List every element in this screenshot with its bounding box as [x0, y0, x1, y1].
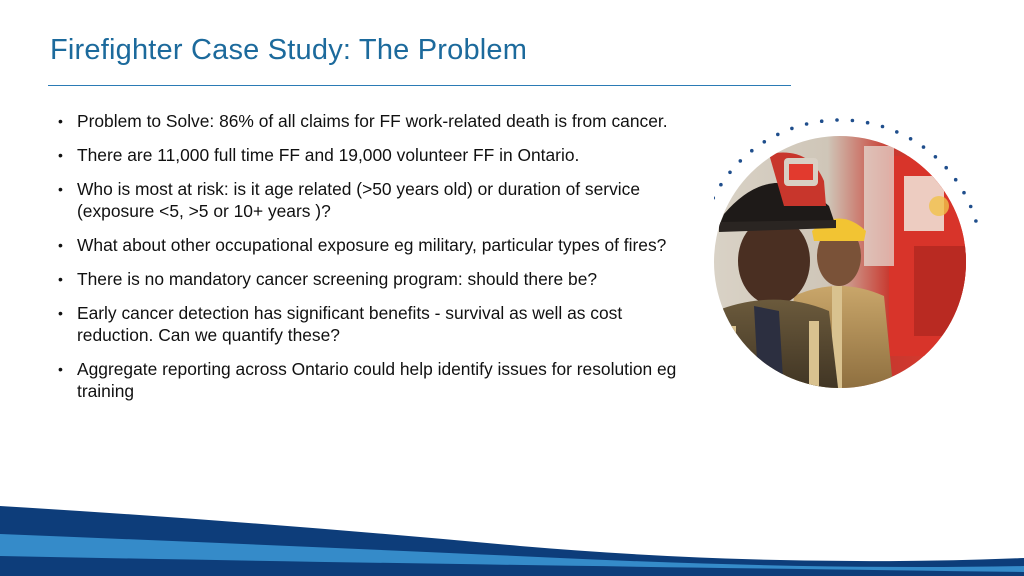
arc-dot — [790, 127, 794, 131]
bullet-text: Early cancer detection has significant benefits - survival as well as cost reduction. Can we quantify these? — [77, 303, 623, 345]
bullet-marker: • — [58, 181, 63, 197]
bullet-text: There is no mandatory cancer screening program: should there be? — [77, 269, 598, 289]
bullet-item — [56, 178, 696, 222]
bullet-text: Who is most at risk: is it age related (>50 years old) or duration of service (exposure <5, >5 or 10+ years )? — [77, 179, 641, 221]
arc-dot — [895, 130, 899, 134]
bullet-item — [56, 302, 696, 346]
bottom-wave-decoration — [0, 486, 1024, 576]
bullet-marker: • — [58, 237, 63, 253]
arc-dot — [851, 119, 855, 123]
arc-dot — [805, 122, 809, 126]
arc-dot — [974, 219, 978, 223]
bullet-text: Aggregate reporting across Ontario could help identify issues for resolution eg training — [77, 359, 677, 401]
bullet-text: Problem to Solve: 86% of all claims for FF work-related death is from cancer. — [77, 111, 668, 131]
bullet-marker: • — [58, 147, 63, 163]
arc-dot — [881, 125, 885, 129]
arc-dot — [866, 121, 870, 125]
slide-title: Firefighter Case Study: The Problem — [50, 34, 528, 66]
bullet-item — [56, 110, 696, 132]
bullet-list — [56, 110, 696, 414]
bullet-marker: • — [58, 305, 63, 321]
bullet-item — [56, 144, 696, 166]
firefighters-photo — [714, 136, 966, 388]
bullet-item — [56, 234, 696, 256]
arc-dot — [835, 118, 839, 122]
bullet-text: There are 11,000 full time FF and 19,000 volunteer FF in Ontario. — [77, 145, 580, 165]
bullet-item — [56, 268, 696, 290]
bullet-item — [56, 358, 696, 402]
bullet-text: What about other occupational exposure eg military, particular types of fires? — [77, 235, 667, 255]
arc-dot — [969, 205, 973, 209]
title-divider — [48, 85, 791, 86]
bullet-marker: • — [58, 361, 63, 377]
arc-dot — [820, 119, 824, 123]
bullet-marker: • — [58, 271, 63, 287]
bullet-marker: • — [58, 113, 63, 129]
photo-group — [714, 114, 984, 384]
